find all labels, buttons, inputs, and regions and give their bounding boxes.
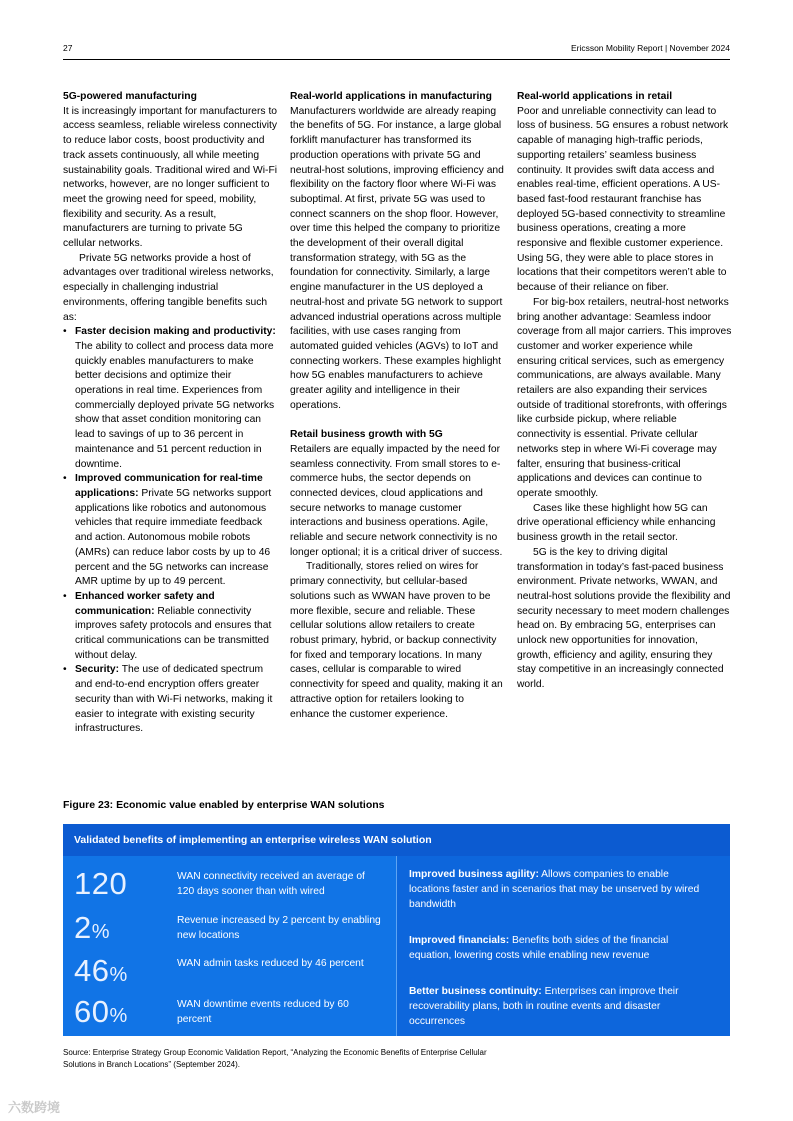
list-item-text: The use of dedicated spectrum and end-to-end encryption offers greater security than with Wi-Fi networks, making it easier to integrate with existing security infrastructures. xyxy=(75,664,273,735)
benefit-text: Benefits both sides of the financial equation, lowering costs while enabling new revenue xyxy=(409,935,669,961)
stat-description: Revenue increased by 2 percent by enabling new locations xyxy=(177,915,381,941)
page-number: 27 xyxy=(63,43,73,53)
header-rule xyxy=(63,59,730,60)
stat-description: WAN downtime events reduced by 60 percent xyxy=(177,999,349,1025)
paragraph: Private 5G networks provide a host of advantages over traditional wireless networks, especially in challenging industrial environments, offering tangible benefits such as: xyxy=(63,252,274,323)
column-1 xyxy=(63,90,278,737)
list-item xyxy=(63,663,278,737)
section-heading: Real-world applications in retail xyxy=(517,91,673,102)
column-2 xyxy=(290,90,505,722)
column-3 xyxy=(517,90,732,693)
paragraph: Manufacturers worldwide are already reaping the benefits of 5G. For instance, a large global forklift manufacturer has transformed its production operations with private 5G and neutral-host solutions, improving efficiency and flexibility on the factory floor where Wi-Fi was suboptimal. At first, private 5G was used to connect scanners on the shop floor. However, over time this helped the company to prioritize the development of their overall digital transformation strategy, with 5G as the foundation for connectivity. Similarly, a large engine manufacturer in the US deployed a neutral-host and private 5G network to support advanced industrial operations across multiple facilities, with use cases ranging from automated guided vehicles (AGVs) to IoT and connecting workers. These examples highlight how 5G enables manufacturers to achieve greater agility and intelligence in their operations. xyxy=(290,105,504,411)
source-note: Source: Enterprise Strategy Group Economic Validation Report, “Analyzing the Economic Benefits of Enterprise Cellular Solutions in Branch Locations” (September 2024). xyxy=(63,1048,487,1069)
benefit-text: Enterprises can improve their recoverability plans, both in routine events and disaster occurrences xyxy=(409,986,679,1027)
benefits-column xyxy=(397,856,730,1036)
section-heading: Retail business growth with 5G xyxy=(290,429,443,441)
list-item-title: Improved communication for real-time applications: xyxy=(75,473,263,499)
list-item-text: Private 5G networks support applications like robotics and autonomous vehicles that require immediate feedback and action. Autonomous mobile robots (AMRs) can reduce labor costs by up to 46 percent and the 5G networks can increase AMR uptime by up to 49 percent. xyxy=(75,487,272,588)
stat-description: WAN connectivity received an average of 120 days sooner than with wired xyxy=(177,871,365,897)
benefit-list xyxy=(63,325,278,737)
benefit-item xyxy=(409,867,709,912)
list-item-title: Enhanced worker safety and communication: xyxy=(75,590,215,617)
list-item-text: The ability to collect and process data more quickly enables manufacturers to make better decisions and optimize their operations in real time. Experiences from commercially deployed private 5G networks show that asset condition monitoring can lead to savings of up to 36 percent in maintenance and 51 percent reduction in downtime. xyxy=(75,340,275,470)
benefit-title: Improved financials: xyxy=(409,935,510,946)
list-item-title: Security: xyxy=(75,664,120,676)
list-item-text: Reliable connectivity improves safety protocols and ensures that critical communications can be transmitted without delay. xyxy=(75,605,272,661)
publication-title: Ericsson Mobility Report | November 2024 xyxy=(570,43,730,53)
paragraph: Retailers are equally impacted by the need for seamless connectivity. From small stores to e-commerce hubs, the sector depends on connected devices, cloud applications and secure networks to manage customer interactions and business operations. Agile, reliable and secure network connectivity is no longer optional; it is a critical driver of success. xyxy=(290,443,503,558)
benefit-title: Better business continuity: xyxy=(409,986,542,997)
benefit-item xyxy=(409,984,709,1029)
section-heading: Real-world applications in manufacturing xyxy=(290,91,492,102)
stat-value: 46% xyxy=(74,953,128,988)
paragraph: Traditionally, stores relied on wires for primary connectivity, but cellular-based solutions such as WWAN have proven to be more flexible, secure and reliable. These cellular solutions allow retailers to create robust primary, hybrid, or backup connectivity for fixed and temporary locations. In many cases, cellular is comparable to wired connectivity for speed and quality, making it an attractive option for retailers looking to enhance the customer experience. xyxy=(290,561,503,720)
list-item xyxy=(63,325,278,472)
stat-description: WAN admin tasks reduced by 46 percent xyxy=(177,958,364,969)
paragraph: Poor and unreliable connectivity can lead to loss of business. 5G ensures a robust network capable of managing high-traffic periods, supporting retailers’ seamless business continuity. It provides swift data access and enables real-time, efficient operations. A US-based fast-food restaurant franchise has deployed 5G-based connectivity to streamline business operations, creating a more responsive and flexible customer experience. Using 5G, they were able to place stores in locations that their competitors weren’t able to because of their reliance on fiber. xyxy=(517,105,729,294)
list-item xyxy=(63,472,278,590)
benefit-item xyxy=(409,933,709,963)
list-item xyxy=(63,590,278,664)
panel-title: Validated benefits of implementing an enterprise wireless WAN solution xyxy=(63,824,730,856)
paragraph: 5G is the key to driving digital transformation in today’s fast-paced business environment. Private networks, WWAN, and neutral-host solutions provide the flexibility and security necessary to meet modern challenges head on. By embracing 5G, enterprises can unlock new opportunities for innovation, growth, efficiency and agility, ensuring they stay competitive in an increasingly connected world. xyxy=(517,546,731,691)
benefits-panel xyxy=(63,824,730,1036)
watermark: 六数跨境 xyxy=(8,1100,61,1115)
figure-title: Figure 23: Economic value enabled by enterprise WAN solutions xyxy=(63,799,385,811)
section-heading: 5G-powered manufacturing xyxy=(63,91,197,102)
benefit-text: Allows companies to enable locations faster and in scenarios that may be unserved by wired bandwidth xyxy=(409,869,700,910)
stat-value: 60% xyxy=(74,994,128,1029)
list-item-title: Faster decision making and productivity: xyxy=(75,326,276,338)
stat-value: 2% xyxy=(74,910,111,945)
paragraph: It is increasingly important for manufacturers to access seamless, reliable wireless connectivity to reduce labor costs, boost productivity and track assets continuously, all while meeting sustainability goals. Traditional wired and Wi-Fi networks, however, are no longer sufficient to meet the growing need for speed, mobility, flexibility and security. As a result, manufacturers are turning to private 5G cellular networks. xyxy=(63,105,278,250)
benefit-title: Improved business agility: xyxy=(409,869,539,880)
stats-column xyxy=(63,856,396,1036)
paragraph: Cases like these highlight how 5G can drive operational efficiency while enhancing business growth in the retail sector. xyxy=(517,502,716,544)
paragraph: For big-box retailers, neutral-host networks bring another advantage: Seamless indoor coverage from all major carriers. This improves customer and worker experience while ensuring critical services, such as emergency communications, are always available. Many retailers are also expanding their services outside of traditional storefronts, with offerings like curbside pickup, where reliable connectivity is essential. Private cellular networks step in where Wi-Fi coverage may falter, ensuring that business-critical applications and devices can continue to operate smoothly. xyxy=(517,296,732,499)
stat-value: 120 xyxy=(74,866,128,901)
